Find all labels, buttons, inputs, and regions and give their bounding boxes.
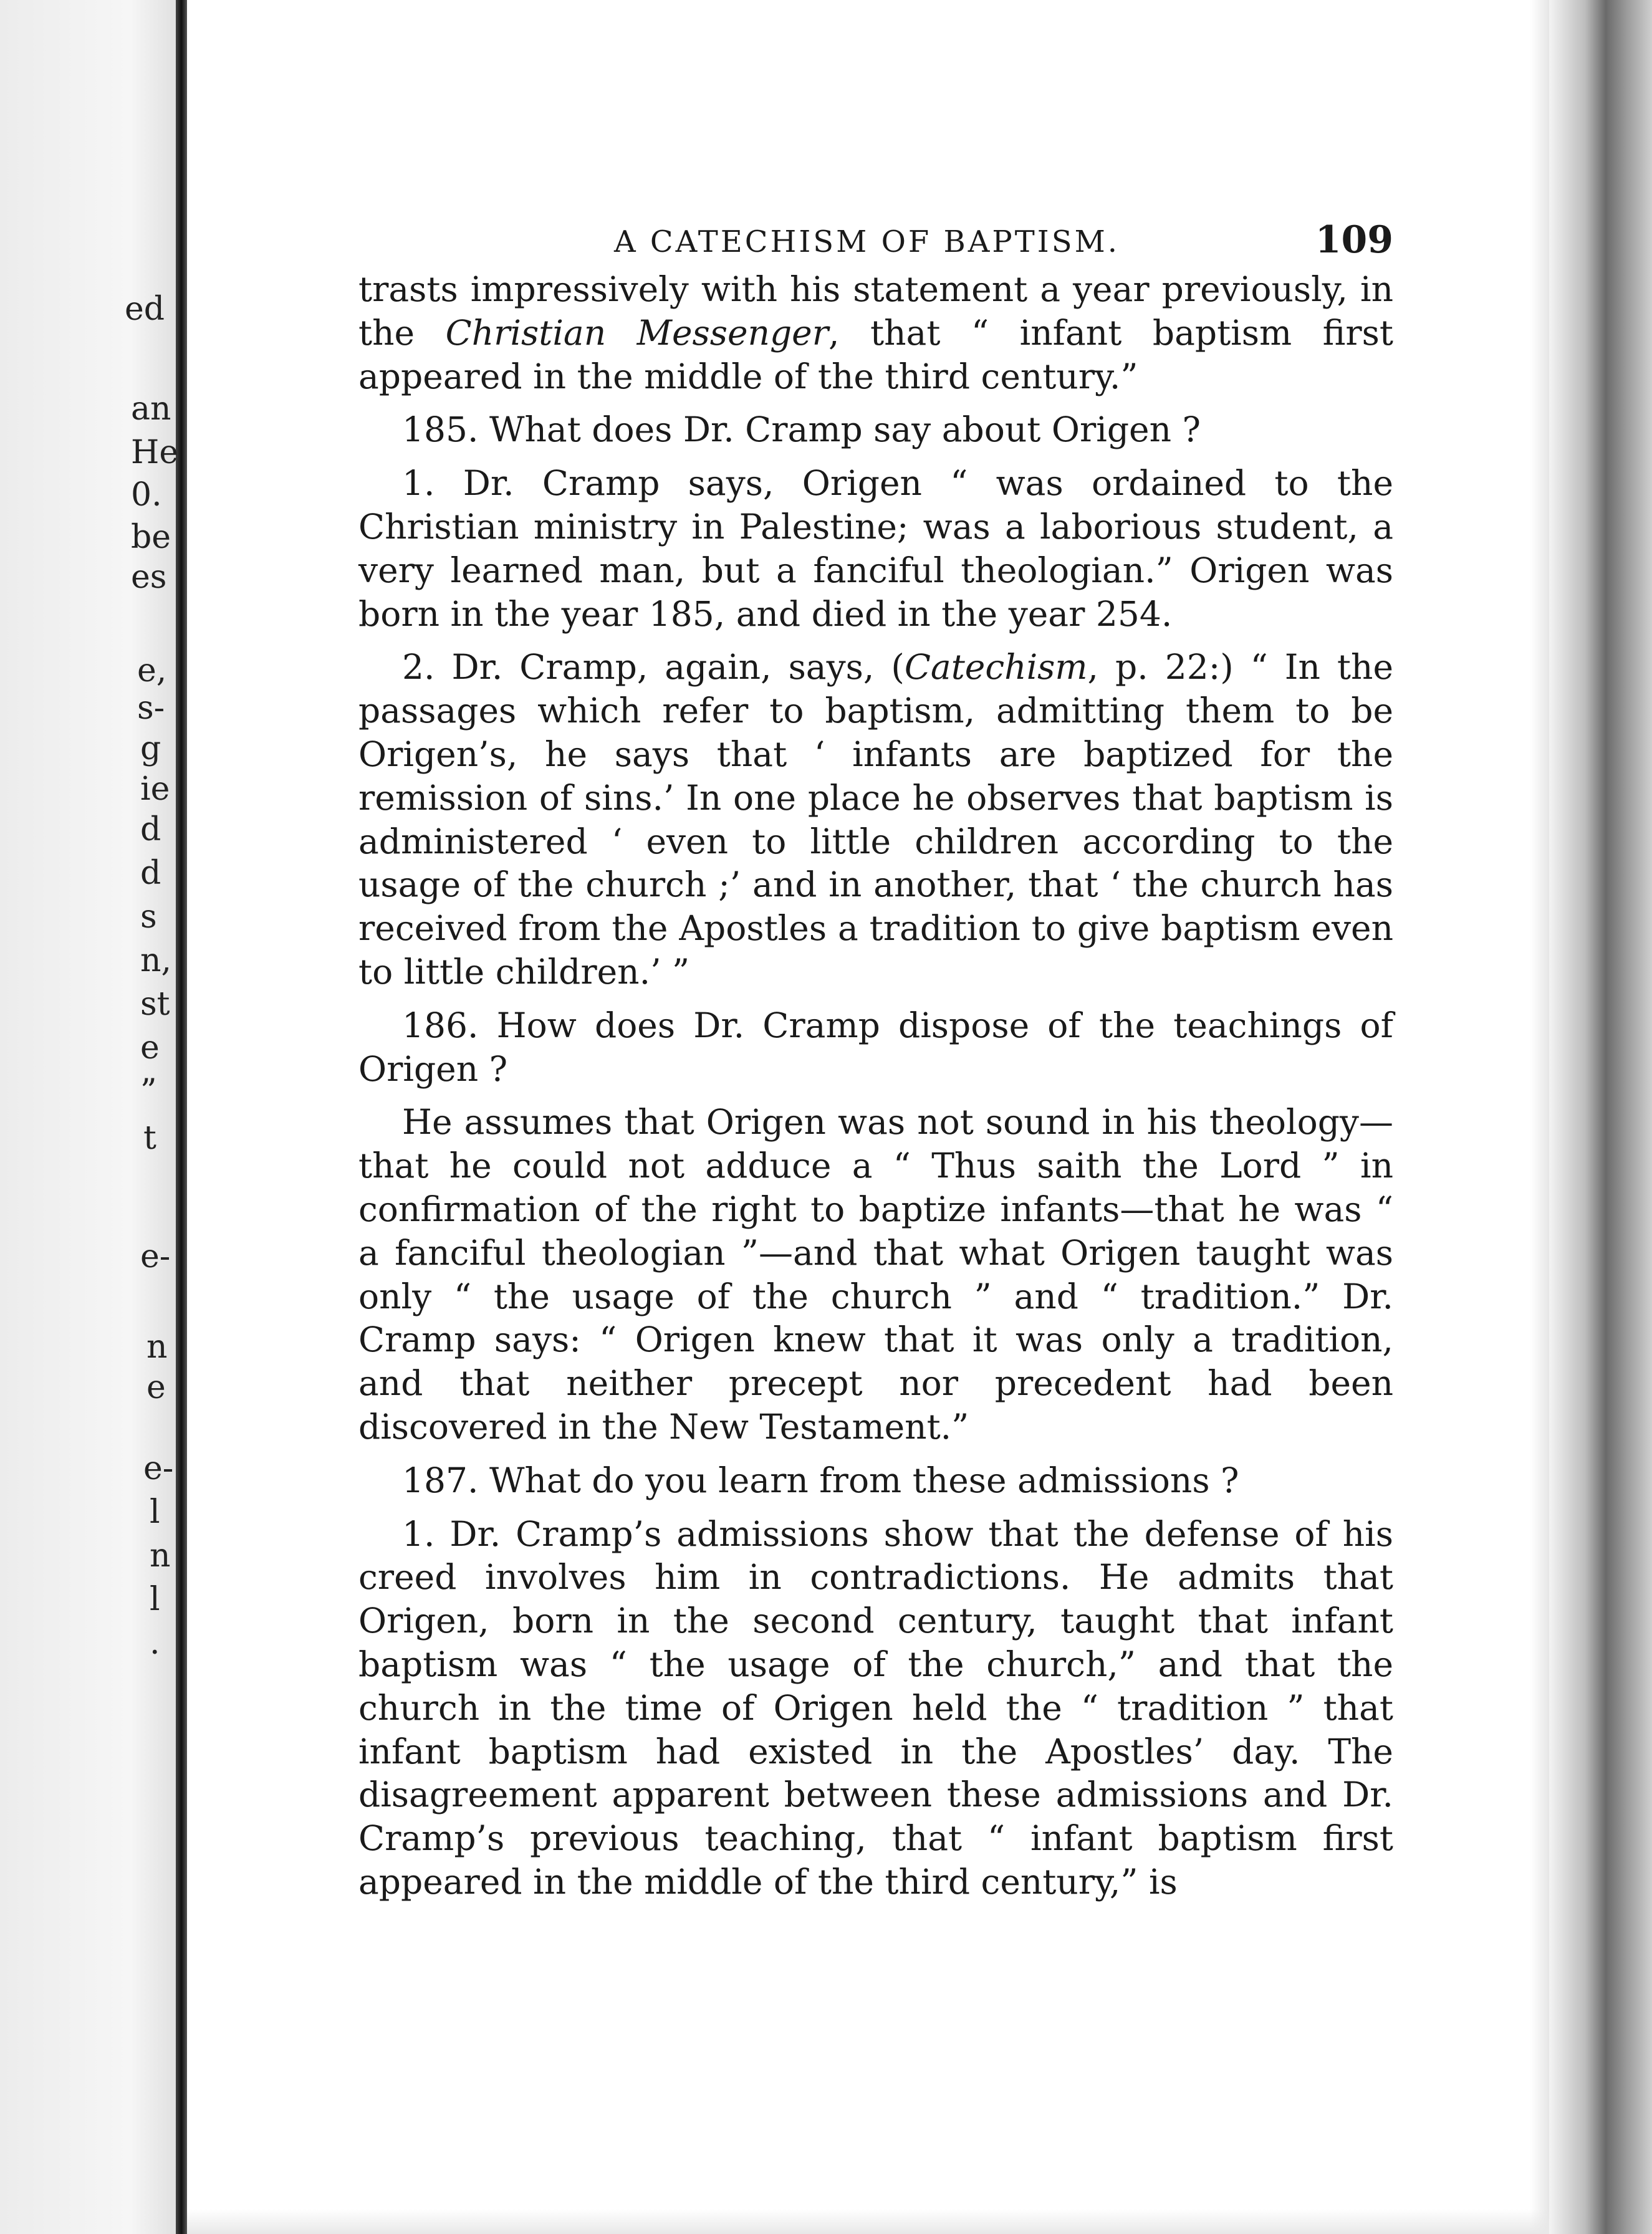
text-run: , p. 22:) “ In the passages which refer to baptism, admitting them to be Origen’s, he says that ‘ infants are baptized for the remission of sins.’ In one place he observes that baptism is administered ‘ even to little children according to the usage of the church ;’ and in another, that ‘ the church has received from the Apostles a tradition to give baptism even to little children.’ ” xyxy=(358,647,1394,992)
running-title: A CATECHISM OF BAPTISM. xyxy=(614,224,1120,259)
margin-fragment: n, xyxy=(140,942,172,979)
margin-fragment: ie xyxy=(140,770,170,808)
margin-fragment: t xyxy=(143,1119,156,1157)
bottom-page-shadow xyxy=(187,2209,1549,2234)
margin-fragment: e- xyxy=(143,1450,174,1487)
margin-fragment: l xyxy=(150,1581,160,1618)
margin-fragment: . xyxy=(150,1624,160,1662)
question-187: 187. What do you learn from these admissions ? xyxy=(402,1460,1239,1500)
margin-fragment: e xyxy=(146,1369,166,1406)
answer-185-part-1: 1. Dr. Cramp says, Origen “ was ordained to the Christian ministry in Palestine; was a laborious student, a very learned man, but a fanciful theologian.” Origen was born in the year 185, and died in the year 254. xyxy=(358,463,1393,634)
continued-paragraph xyxy=(358,268,1393,398)
margin-fragment: an xyxy=(131,390,171,428)
running-header xyxy=(358,206,1393,262)
answer-187-part-1: 1. Dr. Cramp’s admissions show that the defense of his creed involves him in contradictions. He admits that Origen, born in the second century, taught that infant baptism was “ the usage of the church,” and that the church in the time of Origen held the “ tradition ” that infant baptism had existed in the Apostles’ day. The disagreement apparent between these admissions and Dr. Cramp’s previous teaching, that “ infant baptism first appeared in the middle of the third century,” is xyxy=(358,1513,1393,1902)
page-body xyxy=(358,268,1393,1904)
margin-fragment: ” xyxy=(140,1073,157,1110)
italic-title: Christian Messenger xyxy=(445,312,829,353)
book-spine-shadow xyxy=(176,0,187,2234)
margin-fragment: e- xyxy=(140,1238,171,1275)
margin-fragment: l xyxy=(150,1493,160,1531)
margin-fragment: n xyxy=(146,1328,168,1366)
margin-fragment: d xyxy=(140,811,161,848)
text-run: , that “ infant baptism first appeared in the middle of the third century.” xyxy=(358,312,1393,396)
right-page-curl xyxy=(1530,0,1549,2234)
margin-fragment: n xyxy=(150,1537,171,1575)
book-page xyxy=(358,206,1393,1914)
margin-fragment: e xyxy=(140,1029,160,1067)
margin-fragment: g xyxy=(140,730,161,767)
text-run: 2. Dr. Cramp, again, says, ( xyxy=(402,647,905,688)
margin-fragment: 0. xyxy=(131,476,162,514)
answer-185-part-2 xyxy=(358,646,1393,994)
margin-fragment: d xyxy=(140,855,161,892)
answer-186: He assumes that Origen was not sound in his theology—that he could not adduce a “ Thus saith the Lord ” in confirmation of the right to baptize infants—that he was “ a fanciful theologian ”—and that what Origen taught was only “ the usage of the church ” and “ tradition.” Dr. Cramp says: “ Origen knew that it was only a tradition, and that neither precept nor precedent had been discovered in the New Testament.” xyxy=(358,1102,1393,1447)
margin-fragment: s- xyxy=(137,689,165,727)
question-186: 186. How does Dr. Cramp dispose of the teachings of Origen ? xyxy=(358,1005,1393,1089)
page-number: 109 xyxy=(1315,218,1393,262)
previous-page-fragments xyxy=(0,0,179,2234)
italic-title: Catechism xyxy=(904,647,1088,688)
margin-fragment: He xyxy=(131,434,179,471)
margin-fragment: st xyxy=(140,985,170,1023)
question-185: 185. What does Dr. Cramp say about Origen ? xyxy=(402,410,1201,450)
margin-fragment: be xyxy=(131,519,171,556)
margin-fragment: e, xyxy=(137,652,167,689)
text-run: trasts impressively with his statement a year previously, in the xyxy=(358,269,1393,353)
margin-fragment: es xyxy=(131,558,167,596)
margin-fragment: s xyxy=(140,898,157,936)
right-book-edge xyxy=(1549,0,1652,2234)
margin-fragment: ed xyxy=(125,290,165,328)
